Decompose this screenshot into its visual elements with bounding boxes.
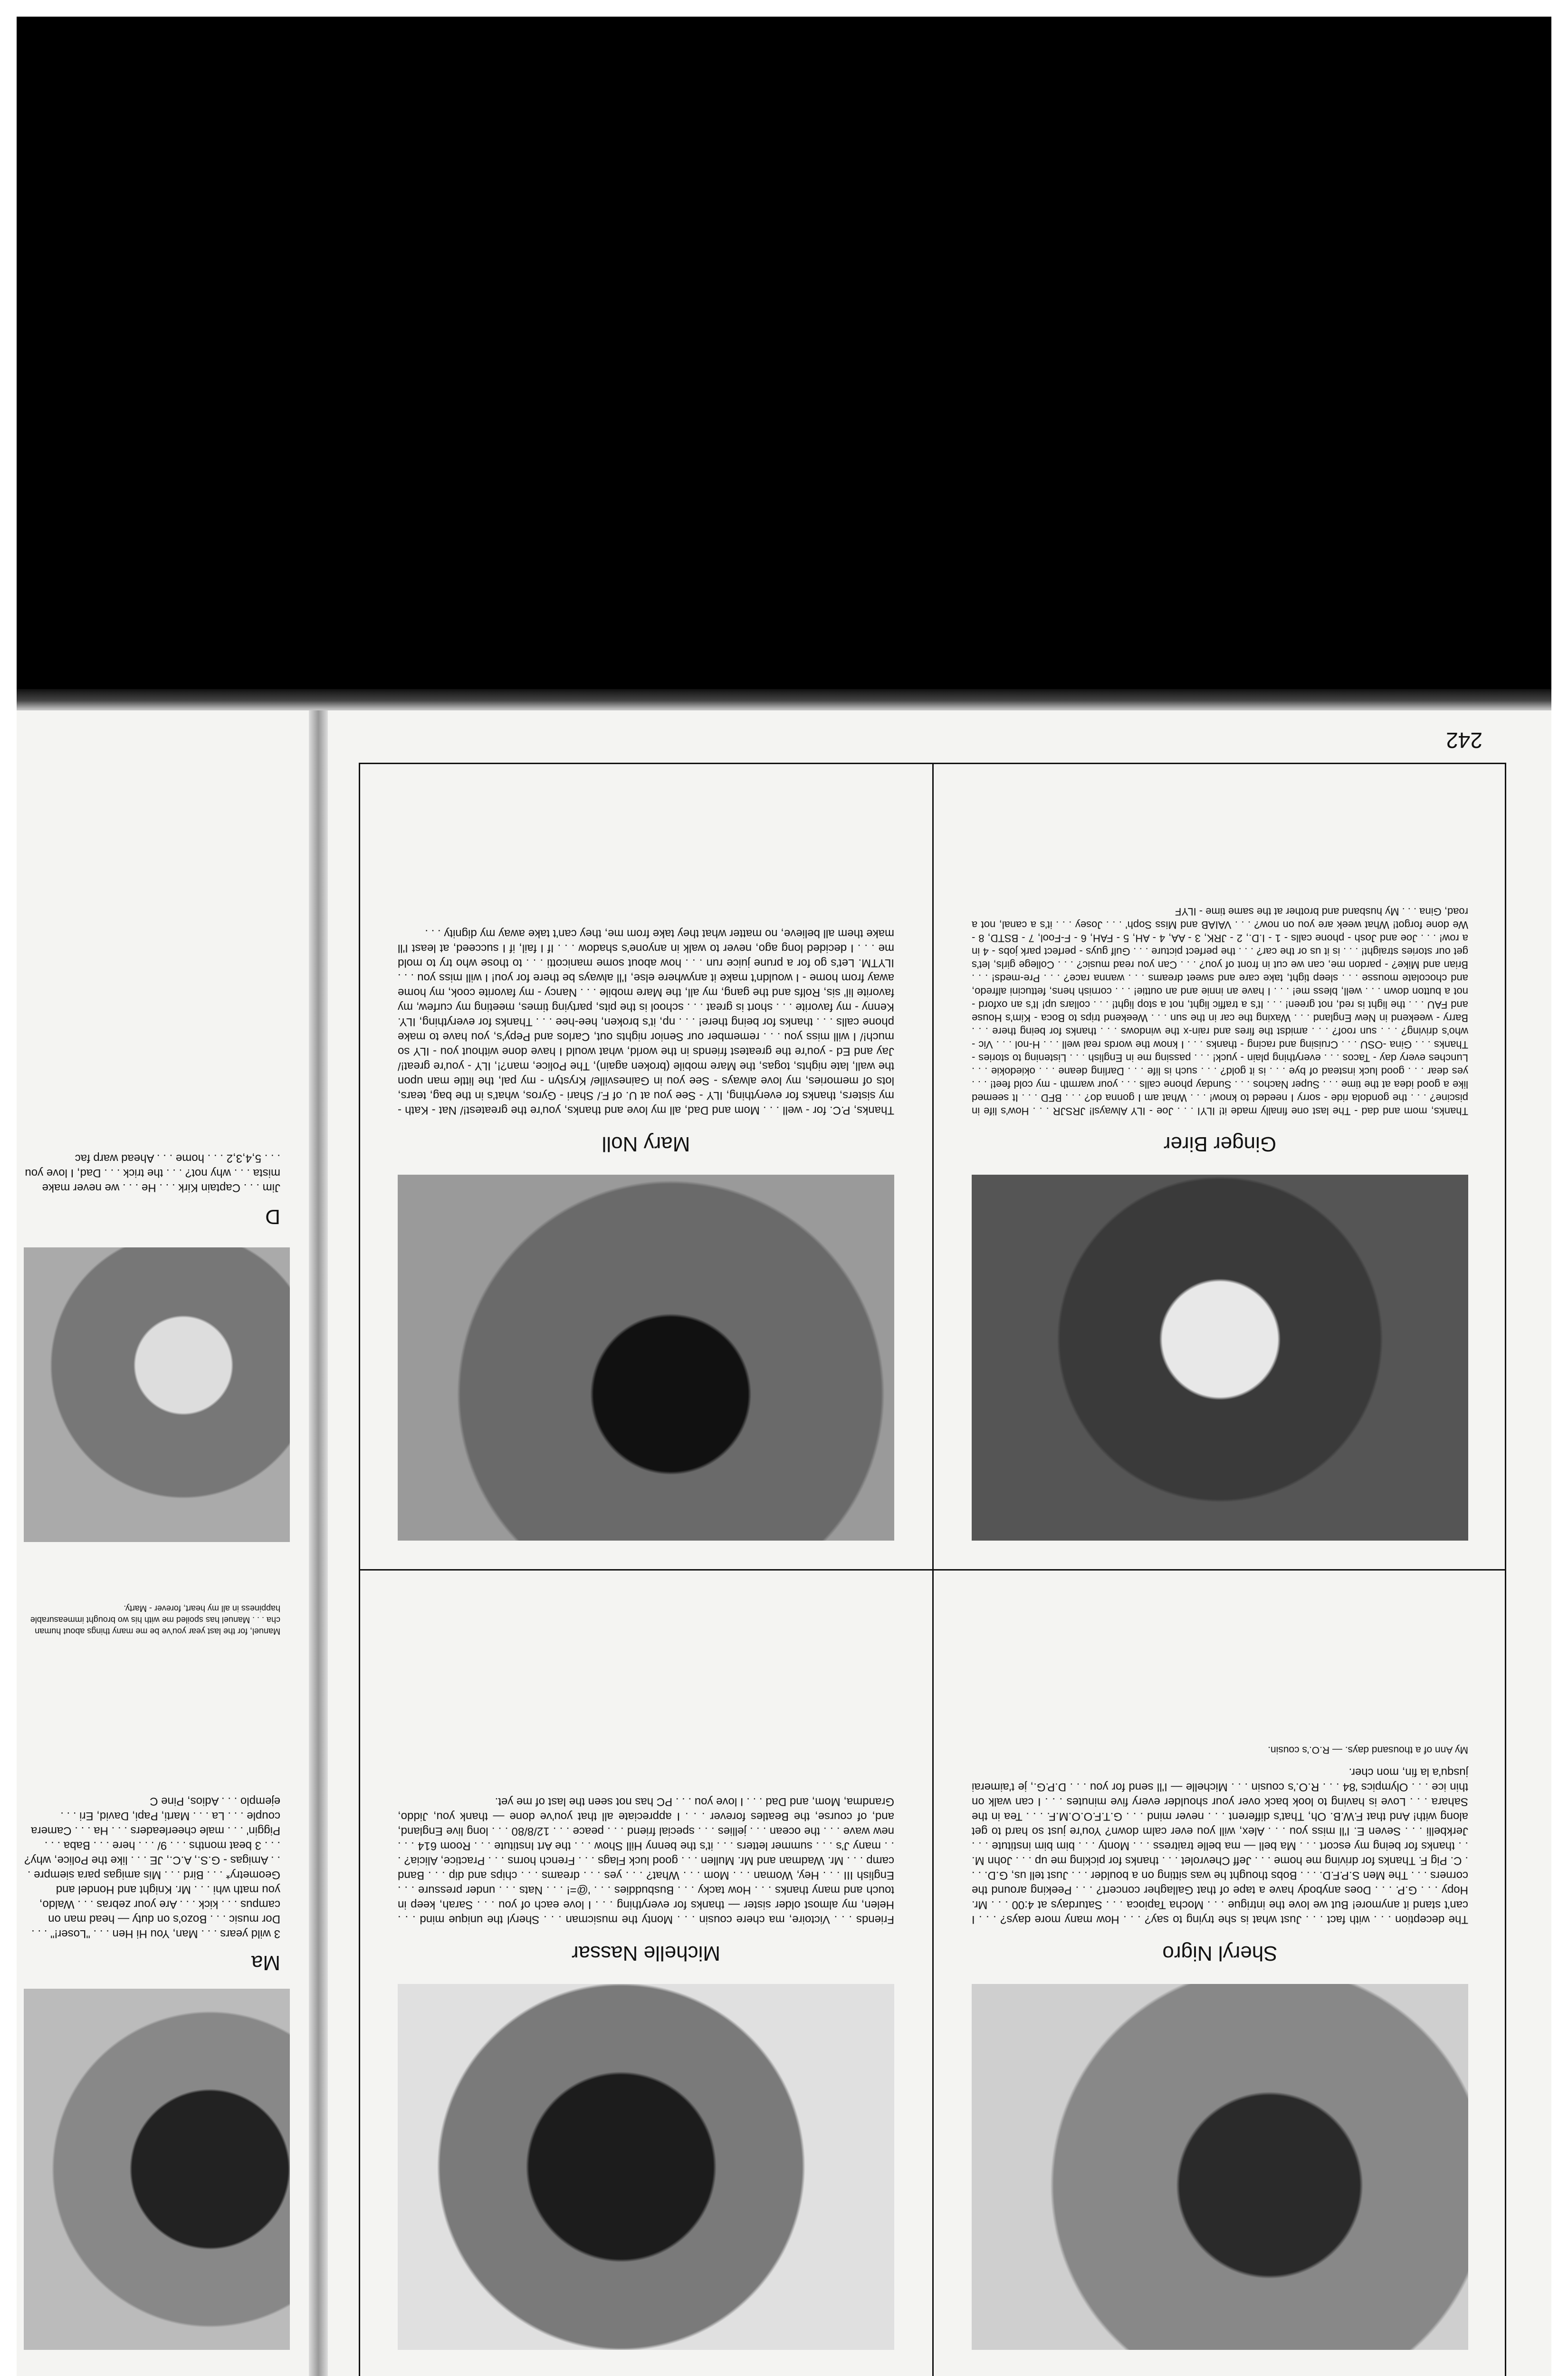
profile-text: Friends . . . Victoire, ma chere cousin . . . Monty the musicman . . . Sheryl the unique mind . . . Helen, my almost older sister — thanks for everything . . . I love each of you . . . Sarah, keep in touch and many thanks . . . How tacky . . . Busbuddies . . . '@=! . . . Nats . . . under pressure . . . English III . . . Hey, Woman . . . Mom . . . What? . . . yes . . . dreams . . . chips and dip . . . Band camp . . . Mr. Wadman and Mr. Mullen . . . good luck Flags . . . French horns . . . Practice, Alicia? . . . many J's . . . summer letters . . . it's the benny Hill Show . . . the Art Institute . . . Room 614 . . . new wave . . . the ocean . . . jellies . . . special friend . . . peace . . . 12/8/80 . . . long live England, and, of course, the Beatles forever . . . I appreciate all that you've done — thank you, Jiddo, Grandma, Mom, and Dad . . . I love you . . . PC has not seen the last of me yet.: [398, 1795, 894, 1926]
couple-photo: [398, 1984, 894, 2350]
profile-ginger-birer: [934, 761, 1506, 1569]
side-profile-name: D: [265, 1205, 280, 1228]
profile-text: The deception . . . with fact . . . Just what is she trying to say? . . . How many more days? . . . I can't stand it anymore! But we love the intrigue . . . Mocha Tapioca . . . Saturdays at 4:00 . . . Mr. Hopy . . . G.P. . . . Does anybody have a tape of that Gallagher concert? . . . Peeking around the corners . . . The Men S.P.F.D. . . . Bobs thought he was sitting on a boulder . . . Just tell us, G.D. . . . C. Pig F. Thanks for driving me home . . . Jeff Chevrolet . . . thanks for picking me up . . . John M. . . thanks for being my escort . . . Ma bell — ma belle traitress . . . Monty . . . bim bim institute . . . Jerkbelli . . . Seven E. I'll miss you . . . Alex, will you ever calm down? You're just so hard to get along with! And that F.W.B. Oh, That's different . . . never mind . . . G.T.F.O.O.M.F. . . . Tea in the Sahara . . . Love is having to look back over your shoulder every five minutes . . . I can walk on thin ice . . . Olympics '84 . . . R.O.'s cousin . . . Michelle — I'll send for you . . . D.P.G., je t'aimerai jusqu'a la fin, mon cher.: [972, 1766, 1468, 1926]
profile-text: Thanks, mom and dad - The last one finally made it! ILYI . . . Joe - ILY Alwaysl! JRSJR . . . How's life in piscine? . . . the gondola ride - sorry I needed to know! . . . What am I gonna do? . . . BFD . . . It seemed like a good idea at the time . . . Super Nachos . . . Sunday phone calls . . . your warmth - my cold feet! . . . yes dear . . . good luck instead of bye . . . is it gold? . . . such is life . . . Darling deane . . . okiedokie . . . Lunches every day - Tacos . . . everything plain - yuck! . . . passing me in English . . . Listening to stories - Thanks . . . Gina -OSU . . . Cruising and racing - thanks . . . I know the words real well . . . H-nol . . . Vic - who's driving? . . . sun roof? . . . amidst the fires and rain-x the windows . . . thanks for being there . . . Barry - weekend in New England . . . Waxing the car in the sun . . . Weekend trips to Boca - Kim's House and FAU . . . the light is red, not green! . . . It's a traffic light, not a stop light! . . . collars up! It's an oxford - not a button down . . . well, bless me! . . . I have an innie and an outtie! . . . cornish hens, fettucini alfredo, and chocolate mousse . . . sleep tight, take care and sweet dreams . . . wanna race? . . . Pre-meds! . . . Brian and Mike? - pardon me, can we cut in front of you? . . . Can you read music? . . . College girls, let's get our stories straight! . . . is it us or the car? . . . the perfect picture . . . Gulf guys - perfect park jobs - 4 in a row! . . . Joe and Josh - phone calls - 1 - I.D., 2 - JRK, 3 - AA, 4 - AH, 5 - FAH, 6 - F-Fool, 7 - BSTD, 8 - We done forgot! What week are you on now? . . . VAIAB and Miss Soph' . . . Josey . . . it's a canal, not a road, Gina . . . My husband and brother at the same time - ILYF: [972, 906, 1468, 1117]
portrait-photo: [972, 1984, 1468, 2350]
profile-name: Sheryl Nigro: [1162, 1942, 1278, 1965]
side-portrait-photo: [24, 1247, 290, 1542]
side-profile-text: 3 wild years . . . Man, You Hi Hen . . . "Loser!" . . . Dor music . . . Bozo's on duty — head man on campus . . . kick . . . Are your zebras . . . Waldo, you math whi . . . Mr. Knight and Hondel and Geometry* . . . Bird . . . Mis amigas para siempre . . . Amigas - G.S., A.C., JE . . . like the Police, why? . . . 3 beat months . . . 9/ . . . here . . . Baba . . . Piggin' . . . male cheerleaders . . . Ha . . . Camera couple . . . La . . . Marti, Papi, David, Eri . . . ejemplo . . . Adios, Pine C: [24, 1795, 280, 1940]
profile-text: Thanks, P.C. for - well . . . Mom and Dad, all my love and thanks, you're the greatest!/ Nat - Kath - my sisters, thanks for everything, ILY - See you at U. of F./ Shari - Gyros, what's in the bag, tears, lots of memories, my love always - See you in Gainesville/ Krystyn - my pal, the little man upon the wall, late nights, togas, the Mare mobile (broken again), The Police, man?!, ILY - you're great!/ Jay and Ed - you're the greatest friends in the world, what would I have done without you - ILY so much!/ I will miss you . . . remember our Senior nights out, Carlos and Pepy's, you have to make phone calls . . . thanks for being there! . . . np, it's broken, hee-hee . . . Thanks for everything, ILY. Kenny - my favorite . . . short is great . . . school is the pits, partying times, meeting my curfew, my favorite lil' sis, Rolfs and the gang, my all, the Mare mobile . . . Nancy - my favorite cook, my home away from home - I wouldn't make it anywhere else, I'll always be there for you! I will miss you . . . ILYTM. Let's go for a prune juice run . . . how about some manicotti . . . to those who try to mold me . . . I decided long ago, never to walk in anyone's shadow . . . If I fail, if I succeed, at least I'll make them all believe, no matter what they take from me, they can't take away my dignity . . .: [398, 927, 894, 1117]
scanner-background: [17, 17, 1551, 710]
yearbook-page-left-partial: [17, 748, 309, 2376]
profile-name: Michelle Nassar: [572, 1942, 720, 1965]
profile-michelle-nassar: [360, 1571, 932, 2376]
page-gutter: [309, 710, 328, 2376]
side-profile-name: Ma: [251, 1951, 280, 1974]
yearbook-spread: [17, 710, 1551, 2376]
side-profile-text: Jim . . . Captain Kirk . . . He . . . we never make mista . . . why not? . . . the trick . . . Dad, I love you . . . 5,4,3,2 . . . home . . . Ahead warp fac: [25, 1152, 280, 1194]
profile-mary-noll: [360, 761, 932, 1569]
profile-name: Ginger Birer: [1163, 1132, 1277, 1156]
side-photo-caption: Manuel, for the last year you've be me many things about human cha . . . Manuel has spoiled me with his wo brought immeasurable happiness in all my heart, forever - Marty.: [30, 1604, 280, 1636]
profile-caption: My Ann of a thousand days. — R.O.'s cousin.: [1268, 1744, 1468, 1755]
smiling-girl-photo: [398, 1175, 894, 1541]
profile-sheryl-nigro: [934, 1571, 1506, 2376]
page-number: 242: [1446, 728, 1482, 753]
car-photo: [972, 1175, 1468, 1541]
profile-name: Mary Noll: [602, 1132, 690, 1156]
side-portrait-photo: [24, 1989, 290, 2350]
yearbook-page-right: [359, 728, 1506, 2376]
